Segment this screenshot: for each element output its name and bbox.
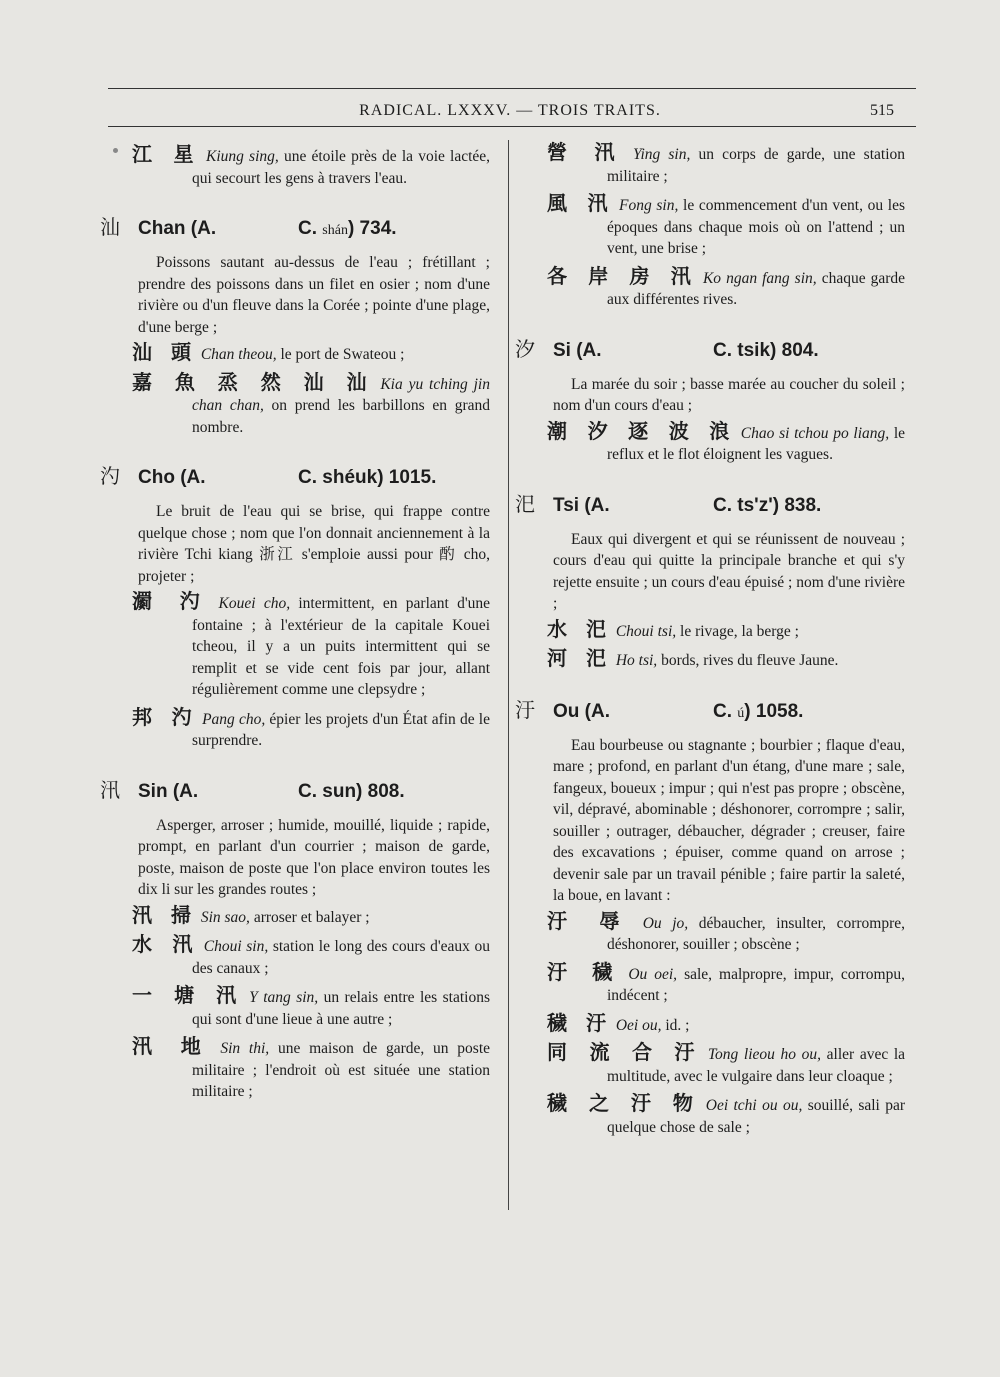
- header-rule: [108, 126, 916, 127]
- headword-character: 汜: [515, 491, 535, 516]
- compound-chars: 汛 掃: [132, 902, 197, 927]
- romanization: Chan (A.: [138, 218, 217, 239]
- compound: [100, 985, 490, 1030]
- compound: [100, 704, 490, 752]
- page-number: 515: [870, 102, 894, 119]
- cantonese-reading: [298, 467, 436, 489]
- definition: La marée du soir ; basse marée au coucher du soleil ; nom d'un cours d'eau ;: [553, 375, 905, 414]
- compound: [515, 616, 905, 643]
- compound: [100, 1036, 490, 1103]
- compound-roman: Kiung sing,: [206, 148, 279, 165]
- cantonese-number: tsik) 804.: [737, 339, 819, 361]
- compound-roman: Oei tchi ou ou,: [705, 1097, 803, 1114]
- dictionary-entry: [515, 333, 905, 466]
- compound-roman: Kouei cho,: [218, 595, 291, 612]
- compound-text: id. ;: [665, 1016, 690, 1034]
- compound-chars: 汙 辱: [547, 908, 633, 933]
- compound-roman: Ho tsi,: [615, 652, 658, 669]
- compound: [515, 142, 905, 187]
- compound-text: chaque garde aux différentes rives.: [607, 269, 906, 308]
- entry-heading: [100, 211, 490, 240]
- romanization: Cho (A.: [138, 467, 206, 488]
- compound-text: une étoile près de la voie lactée, qui secourt les gens à travers l'eau.: [192, 148, 491, 187]
- compound-roman: Sin sao,: [200, 908, 250, 926]
- compound-chars: 穢 汙: [547, 1010, 612, 1035]
- dictionary-entry: [100, 211, 490, 438]
- definition: Le bruit de l'eau qui se brise, qui frappe contre quelque chose ; nom que l'on donnait anciennement à la rivière Tchi kiang 浙江 s'emploie aussi pour 酌 cho, projeter ;: [138, 503, 490, 585]
- dictionary-entry: [100, 774, 490, 1103]
- compound: [515, 418, 905, 466]
- compound-chars: 邦 汋: [132, 704, 198, 729]
- cantonese-number: ts'z') 838.: [737, 494, 822, 516]
- compound-text: une maison de garde, un poste militaire ; l'endroit où est située une station militaire ;: [192, 1040, 491, 1100]
- compound-text: arroser et balayer ;: [253, 908, 370, 926]
- compound-roman: Ying sin,: [632, 146, 691, 163]
- compound-roman: Y tang sin,: [249, 989, 319, 1006]
- cantonese-tone: ú: [737, 705, 745, 721]
- headword-character: 汛: [100, 777, 120, 802]
- compound-chars: 汛 地: [132, 1034, 212, 1058]
- compound-chars: 水 汜: [547, 616, 612, 641]
- compound-chars: 營 汛: [547, 140, 625, 164]
- compound: [515, 908, 906, 956]
- dictionary-entry: [100, 460, 490, 752]
- compound-chars: 同 流 合 汙: [547, 1040, 703, 1064]
- compound: [515, 1042, 905, 1087]
- definition: Eau bourbeuse ou stagnante ; bourbier ; flaque d'eau, mare ; profond, en parlant d'un étang, d'une mare ; sale, fangeux, boueux ; impur ; qui n'est pas propre ; obscène, vil, dépravé, abominable ; déshonorer, corrompre ; salir, souiller ; outrager, débaucher, dégrader ; creuser, faire des excavations ; épuiser, comme quand on arrose ; devenir sale par un travail pénible ; faire partir la saleté, la boue, en lavant :: [553, 736, 905, 904]
- entry-heading: [515, 694, 905, 723]
- entry-heading: [100, 774, 490, 803]
- compound-roman: Ou jo,: [642, 914, 689, 932]
- compound-chars: 嘉 魚 烝 然 汕 汕: [132, 369, 375, 394]
- compound-text: sale, malpropre, impur, corrompu, indécent ;: [607, 965, 905, 1004]
- romanization: Si (A.: [553, 339, 602, 361]
- compound-text: le port de Swateou ;: [280, 346, 405, 363]
- cantonese-prefix: C.: [713, 700, 732, 722]
- dictionary-entry: [515, 694, 905, 1139]
- romanization: Sin (A.: [138, 780, 199, 802]
- romanization: Ou (A.: [553, 700, 610, 722]
- compound-text: un relais entre les stations qui sont d'une lieue à une autre ;: [192, 989, 490, 1028]
- dictionary-entry: [515, 488, 905, 672]
- compound-text: station le long des cours d'eaux ou des canaux ;: [192, 938, 491, 977]
- compound-chars: 瀱 汋: [132, 589, 211, 613]
- compound-chars: 水 汛: [132, 932, 200, 956]
- compound-chars: 各 岸 房 汛: [547, 263, 698, 288]
- compound: [515, 648, 905, 672]
- entry-heading: [515, 333, 905, 362]
- compound: [100, 369, 490, 439]
- cantonese-prefix: C.: [298, 218, 317, 239]
- romanization: Tsi (A.: [553, 494, 610, 516]
- cantonese-reading: [713, 495, 821, 517]
- headword-character: 汕: [100, 215, 120, 239]
- compound-text: souillé, sali par quelque chose de sale ;: [607, 1097, 906, 1136]
- entry-heading: [515, 488, 905, 517]
- entry-heading: [100, 460, 490, 489]
- cantonese-reading: [298, 781, 405, 803]
- headword-character: 汐: [515, 336, 535, 361]
- compound-text: le rivage, la berge ;: [680, 622, 799, 640]
- cantonese-number: sun) 808.: [322, 780, 405, 802]
- cantonese-tone: shán: [322, 223, 348, 238]
- cantonese-reading: [713, 340, 819, 362]
- compound-chars: 河 汜: [547, 646, 612, 670]
- definition: Eaux qui divergent et qui se réunissent de nouveau ; cours d'eau qui quitte la principale branche et qui s'y rejette ensuite ; un cours d'eau épuisé ; nom d'une rivière ;: [553, 530, 905, 612]
- compound: [100, 934, 490, 979]
- definition: Asperger, arroser ; humide, mouillé, liquide ; rapide, prompt, en parlant d'un courrier ; maison de garde, poste, maison de poste que l'on place environ toutes les dix li sur les grandes routes ;: [138, 816, 490, 898]
- cantonese-number: ) 1058.: [744, 700, 804, 722]
- compound: [100, 144, 490, 189]
- compound-chars: 汙 穢: [547, 959, 622, 984]
- compound-roman: Choui sin,: [203, 938, 269, 955]
- headword-character: 汙: [515, 697, 535, 722]
- cantonese-prefix: C.: [713, 339, 732, 361]
- compound-text: bords, rives du fleuve Jaune.: [661, 652, 839, 669]
- compound: [100, 902, 490, 929]
- compound-chars: 江 星: [132, 142, 201, 166]
- compound-roman: Oei ou,: [615, 1016, 662, 1034]
- compound-roman: Ou oei,: [628, 965, 678, 983]
- compound: [515, 193, 905, 260]
- compound-chars: 一 塘 汛: [132, 983, 244, 1007]
- top-rule: [108, 88, 916, 89]
- headword-character: 汋: [100, 464, 120, 488]
- compound: [515, 263, 906, 311]
- compound-text: intermittent, en parlant d'une fontaine ; à l'extérieur de la capitale Kouei tcheou, il y a un puits intermittent qui se remplit et se vide cent fois par jour, allant régulièrement comme une clepsydre ;: [192, 595, 491, 698]
- compound-roman: Ko ngan fang sin,: [702, 269, 817, 287]
- compound-chars: 風 汛: [547, 191, 615, 215]
- definition: Poissons sautant au-dessus de l'eau ; frétillant ; prendre des poissons dans un filet en osier ; nom d'une rivière ou d'un fleuve dans la Corée ; pointe d'une plage, d'une berge ;: [138, 254, 490, 336]
- cantonese-prefix: C.: [713, 494, 732, 516]
- compound-text: épier les projets d'un État afin de le surprendre.: [192, 710, 490, 749]
- compound-text: un corps de garde, une station militaire ;: [607, 146, 906, 185]
- compound: [100, 591, 490, 701]
- compound-chars: 穢 之 汙 物: [547, 1091, 701, 1115]
- column-divider: [508, 140, 509, 1210]
- compound-text: le commencement d'un vent, ou les époques dans chaque mois où on l'attend ; un vent, une brise ;: [607, 197, 906, 257]
- compound: [515, 1093, 905, 1138]
- compound-roman: Sin thi,: [220, 1040, 270, 1057]
- compound-roman: Tong lieou ho ou,: [707, 1046, 822, 1063]
- compound-text: débaucher, insulter, corrompre, déshonorer, souiller ; obscène ;: [607, 914, 906, 953]
- running-header: RADICAL. LXXXV. — TROIS TRAITS.: [359, 102, 661, 119]
- compound-roman: Chao si tchou po liang,: [740, 424, 890, 442]
- cantonese-reading: [713, 701, 803, 723]
- compound-roman: Fong sin,: [619, 197, 679, 214]
- compound-text: le reflux et le flot éloignent les vagues.: [607, 424, 905, 463]
- compound: [100, 342, 490, 366]
- compound: [515, 1010, 905, 1037]
- compound: [515, 959, 905, 1007]
- compound-roman: Choui tsi,: [615, 622, 677, 640]
- left-column: [100, 140, 490, 1117]
- cantonese-prefix: C.: [298, 780, 317, 802]
- right-column: [515, 140, 905, 1152]
- compound-roman: Chan theou,: [200, 346, 277, 363]
- compound-roman: Kia yu tching jin chan chan,: [192, 375, 490, 414]
- compound-text: on prend les barbillons en grand nombre.: [192, 397, 490, 436]
- compound-roman: Pang cho,: [202, 710, 266, 728]
- cantonese-number: shéuk) 1015.: [322, 467, 437, 488]
- compound-chars: 潮 汐 逐 波 浪: [547, 418, 737, 443]
- cantonese-reading: [298, 218, 397, 240]
- compound-text: aller avec la multitude, avec le vulgaire dans leur cloaque ;: [607, 1046, 906, 1085]
- compound-chars: 汕 頭: [132, 340, 197, 364]
- cantonese-number: ) 734.: [347, 218, 397, 239]
- cantonese-prefix: C.: [298, 467, 317, 488]
